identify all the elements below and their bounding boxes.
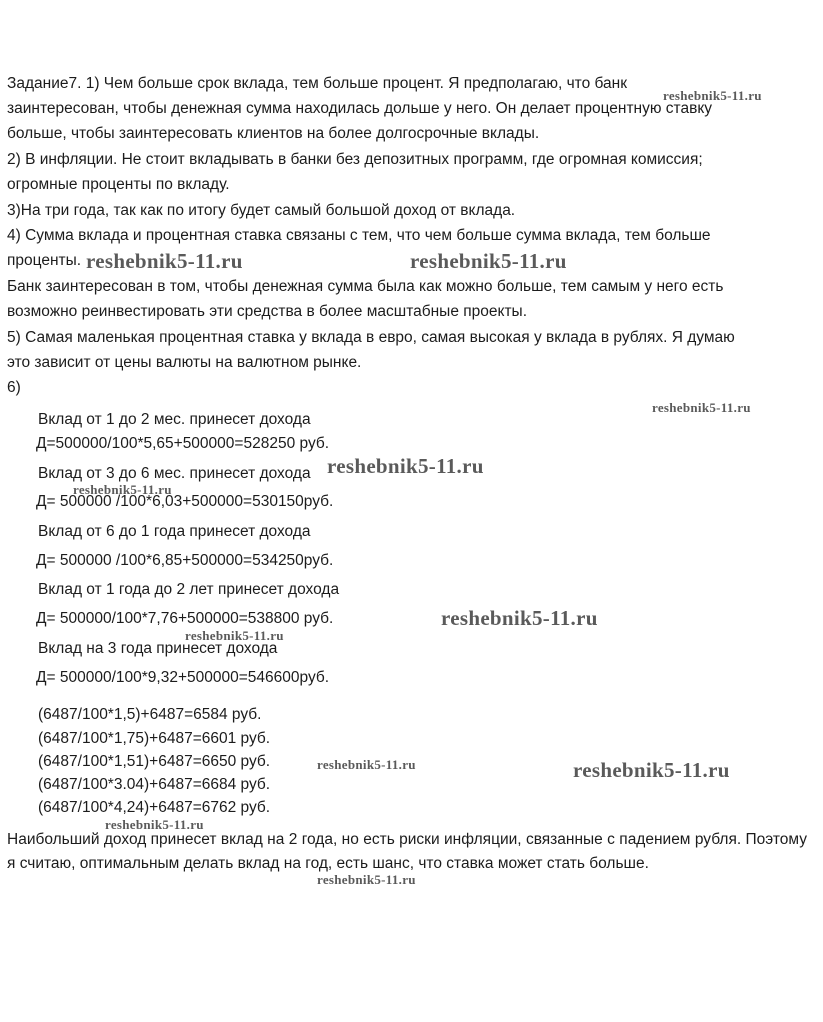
watermark-text: reshebnik5-11.ru bbox=[410, 249, 567, 273]
task-line: Банк заинтересован в том, чтобы денежная сумма была как можно больше, тем самым у него есть bbox=[7, 278, 724, 295]
calculation-line: (6487/100*1,5)+6487=6584 руб. bbox=[38, 706, 262, 723]
calculation-line: (6487/100*3.04)+6487=6684 руб. bbox=[38, 776, 271, 793]
deposit-formula: Д= 500000 /100*6,03+500000=530150руб. bbox=[36, 493, 334, 510]
deposit-title: Вклад от 1 до 2 мес. принесет дохода bbox=[38, 411, 311, 428]
deposit-title: Вклад от 1 года до 2 лет принесет дохода bbox=[38, 581, 340, 598]
watermark-text: reshebnik5-11.ru bbox=[573, 758, 730, 782]
deposit-formula: Д= 500000/100*7,76+500000=538800 руб. bbox=[36, 610, 334, 627]
deposit-formula: Д= 500000 /100*6,85+500000=534250руб. bbox=[36, 552, 334, 569]
deposit-title: Вклад от 3 до 6 мес. принесет дохода bbox=[38, 465, 311, 482]
watermark-text: reshebnik5-11.ru bbox=[86, 249, 243, 273]
deposit-title: Вклад на 3 года принесет дохода bbox=[38, 640, 278, 657]
task-line: огромные проценты по вкладу. bbox=[7, 176, 230, 193]
watermark-text: reshebnik5-11.ru bbox=[73, 482, 172, 497]
watermark-text: reshebnik5-11.ru bbox=[317, 757, 416, 772]
deposit-formula: Д=500000/100*5,65+500000=528250 руб. bbox=[36, 435, 330, 452]
watermark-text: reshebnik5-11.ru bbox=[317, 872, 416, 887]
task-line: 4) Сумма вклада и процентная ставка связаны с тем, что чем больше сумма вклада, тем больше bbox=[7, 227, 711, 244]
calculation-line: (6487/100*1,75)+6487=6601 руб. bbox=[38, 730, 271, 747]
watermark-text: reshebnik5-11.ru bbox=[185, 628, 284, 643]
task-line: 5) Самая маленькая процентная ставка у вклада в евро, самая высокая у вклада в рублях. Я думаю bbox=[7, 329, 735, 346]
task-line: возможно реинвестировать эти средства в более масштабные проекты. bbox=[7, 303, 527, 320]
conclusion-paragraph: Наибольший доход принесет вклад на 2 года, но есть риски инфляции, связанные с падением рубля. Поэтому я считаю, оптимальным делать вклад на год, есть шанс, что ставка может стать больше. bbox=[7, 831, 807, 872]
watermark-text: reshebnik5-11.ru bbox=[652, 400, 751, 415]
task-line: проценты. bbox=[7, 252, 82, 269]
task-line: 3)На три года, так как по итогу будет самый большой доход от вклада. bbox=[7, 202, 516, 219]
task-line: заинтересован, чтобы денежная сумма находилась дольше у него. Он делает процентную ставку bbox=[7, 100, 713, 117]
watermark-text: reshebnik5-11.ru bbox=[105, 817, 204, 832]
task-line: больше, чтобы заинтересовать клиентов на более долгосрочные вклады. bbox=[7, 125, 540, 142]
task-line: 6) bbox=[7, 379, 21, 396]
watermark-text: reshebnik5-11.ru bbox=[663, 88, 762, 103]
deposit-title: Вклад от 6 до 1 года принесет дохода bbox=[38, 523, 311, 540]
calculation-line: (6487/100*4,24)+6487=6762 руб. bbox=[38, 799, 271, 816]
task-line: 2) В инфляции. Не стоит вкладывать в банки без депозитных программ, где огромная комиссия; bbox=[7, 151, 703, 168]
watermark-text: reshebnik5-11.ru bbox=[327, 454, 484, 478]
watermark-text: reshebnik5-11.ru bbox=[441, 606, 598, 630]
task-line: это зависит от цены валюты на валютном рынке. bbox=[7, 354, 362, 371]
deposit-formula: Д= 500000/100*9,32+500000=546600руб. bbox=[36, 669, 330, 686]
task-line: Задание7. 1) Чем больше срок вклада, тем больше процент. Я предполагаю, что банк bbox=[7, 75, 627, 92]
calculation-line: (6487/100*1,51)+6487=6650 руб. bbox=[38, 753, 271, 770]
